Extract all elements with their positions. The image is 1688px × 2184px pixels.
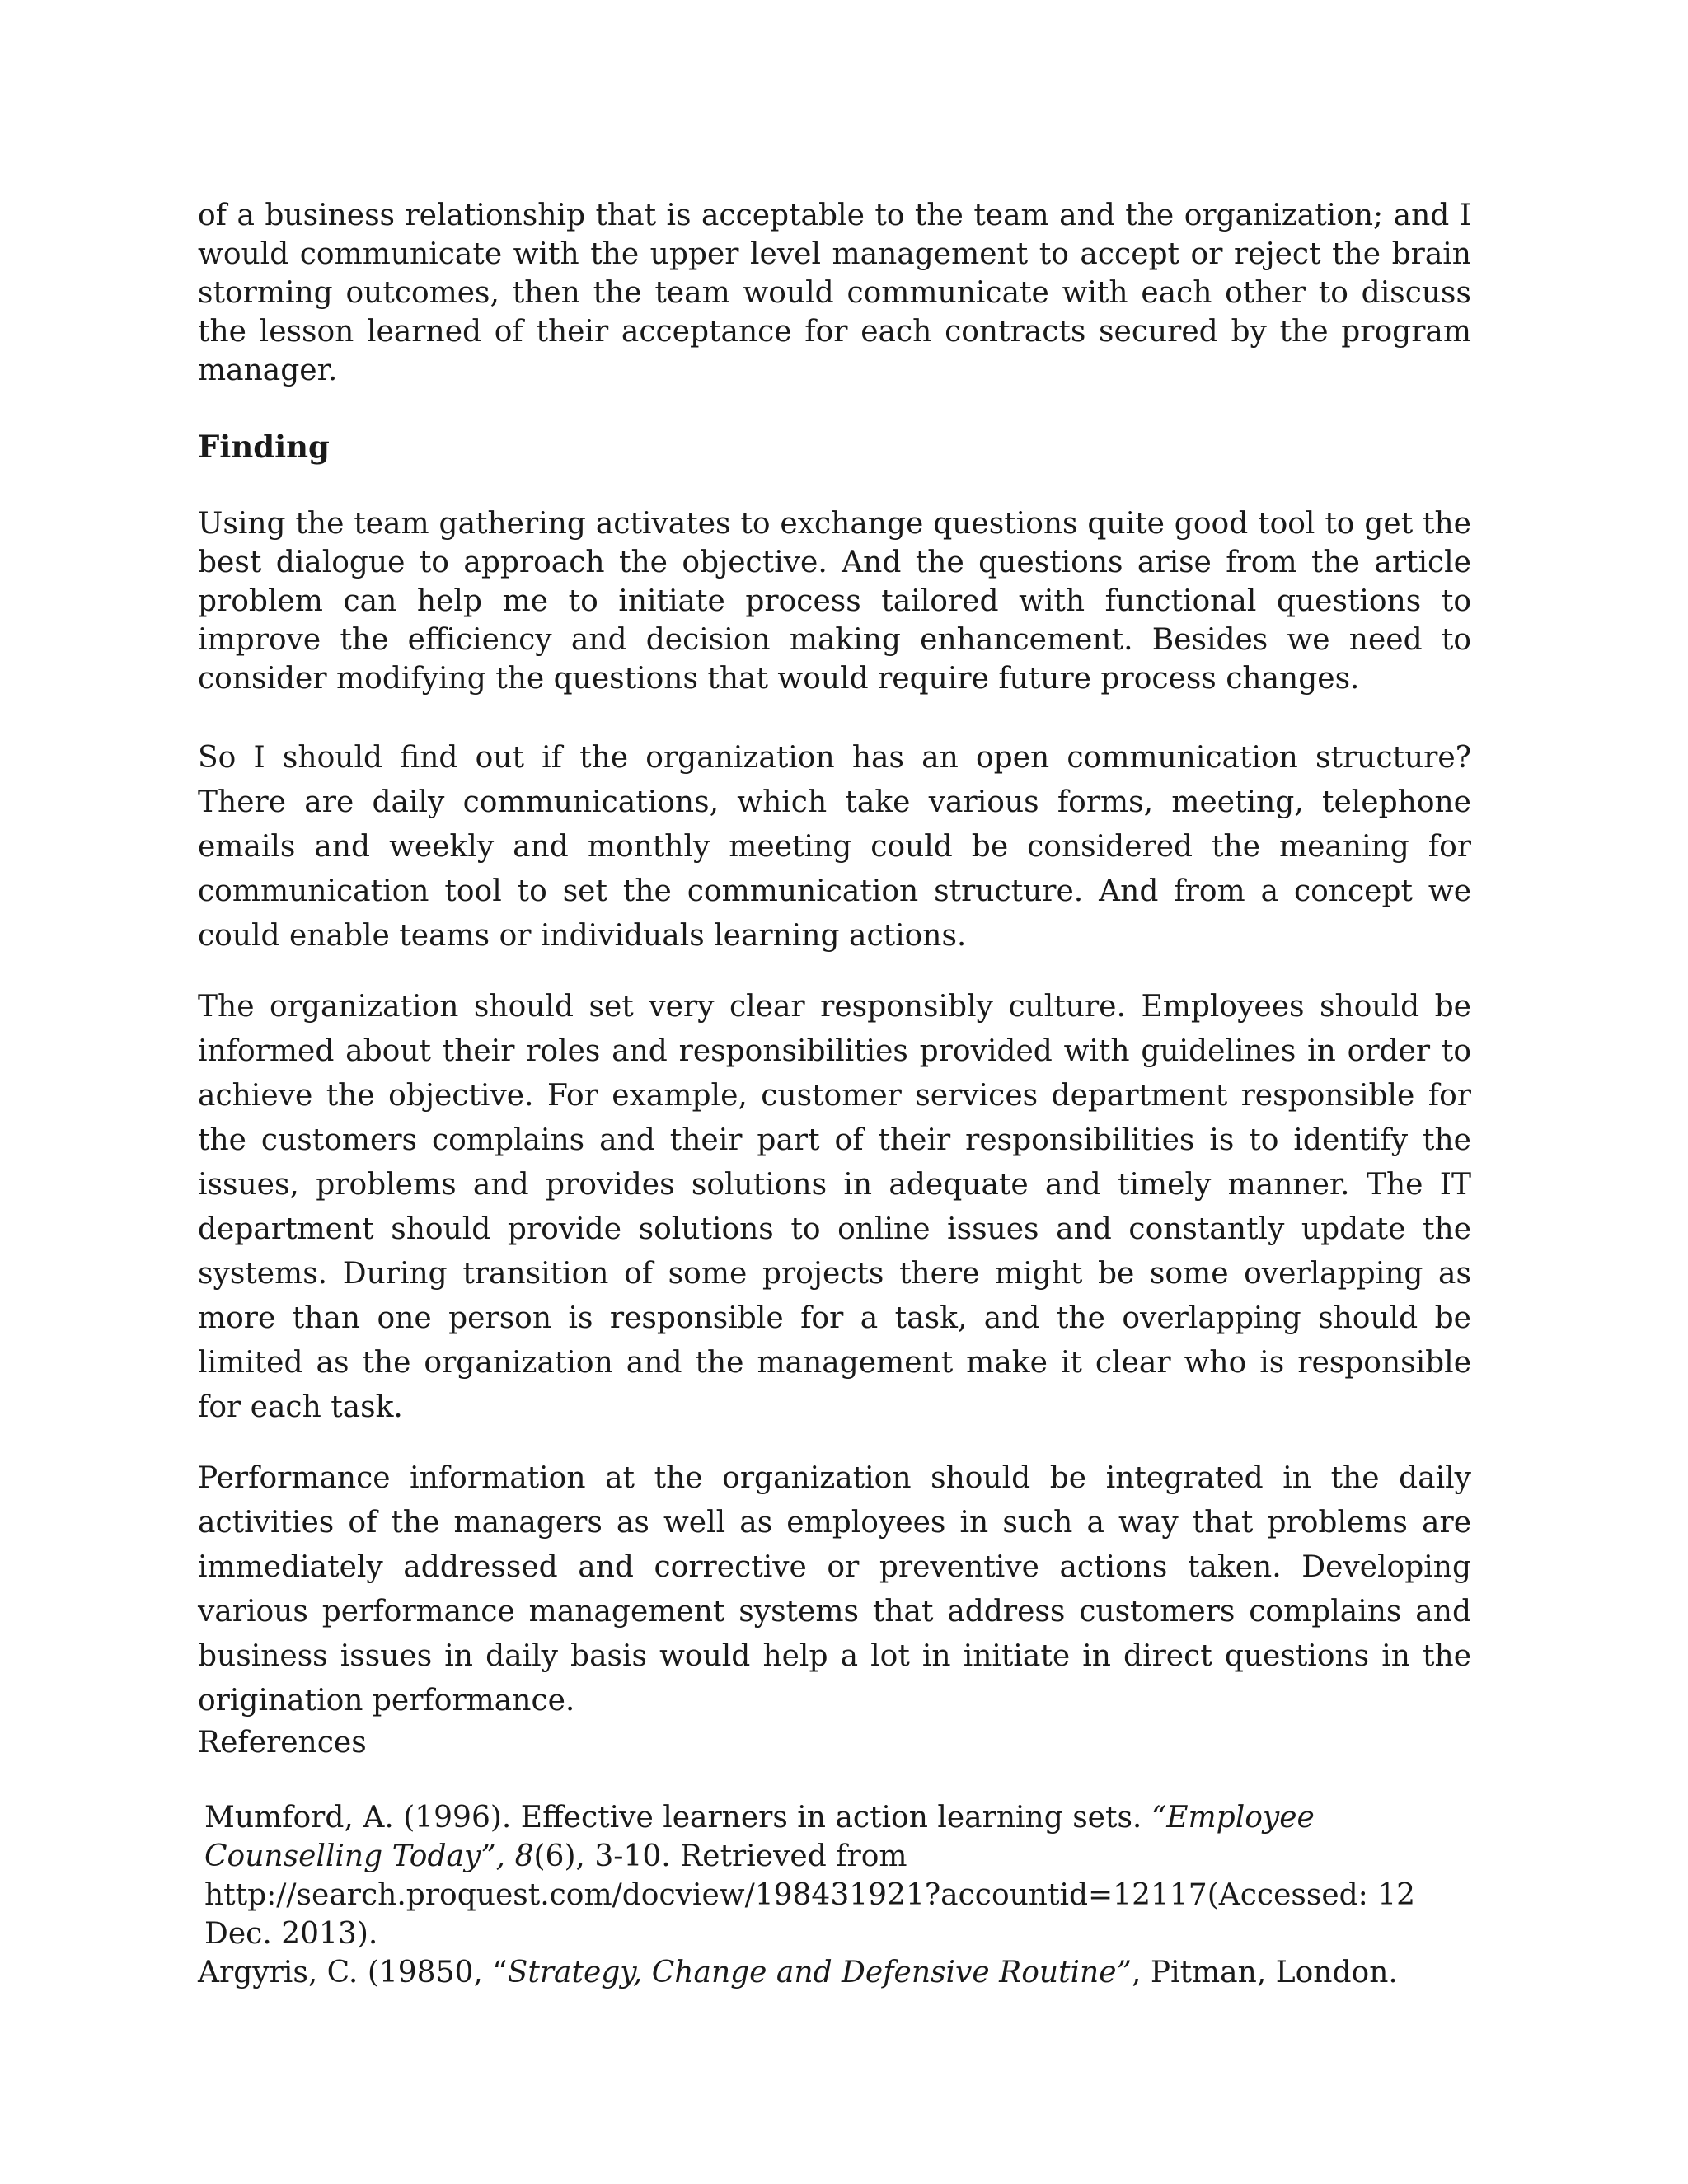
reference-list (198, 1798, 1471, 1992)
reference-argyris-tail: , Pitman, London. (1131, 1956, 1398, 1990)
paragraph-communication: So I should find out if the organization has an open communication structure? There are daily communications, which take various forms, meeting, telephone emails and weekly and monthly meeting could be considered the meaning for communication tool to set the communication structure. And from a concept we could enable teams or individuals learning actions. (198, 741, 1471, 953)
paragraph-intro: of a business relationship that is acceptable to the team and the organization; and I would communicate with the upper level management to accept or reject the brain storming outcomes, then the team would communicate with each other to discuss the lesson learned of their acceptance for each contracts secured by the program manager. (198, 199, 1471, 387)
heading-finding: Finding (198, 429, 330, 465)
paragraph-responsibility: The organization should set very clear responsibly culture. Employees should be informed about their roles and responsibilities provided with guidelines in order to achieve the objective. For example, customer services department responsible for the customers complains and their part of their responsibilities is to identify the issues, problems and provides solutions in adequate and timely manner. The IT department should provide solutions to online issues and constantly update the systems. During transition of some projects there might be some overlapping as more than one person is responsible for a task, and the overlapping should be limited as the organization and the management make it clear who is responsible for each task. (198, 990, 1471, 1424)
reference-mumford-lead: Mumford, A. (1996). Effective learners in action learning sets. (204, 1801, 1151, 1835)
reference-argyris (198, 1953, 1471, 1992)
reference-argyris-title: Strategy, Change and Defensive Routine” (507, 1956, 1132, 1990)
reference-mumford-url: http://search.proquest.com/docview/198431921?accountid=12117(Accessed: 12 Dec. 2013). (204, 1878, 1416, 1951)
reference-mumford-issue: (6), 3-10. Retrieved from (533, 1840, 907, 1873)
paragraph-finding: Using the team gathering activates to exchange questions quite good tool to get the best dialogue to approach the objective. And the questions arise from the article problem can help me to initiate process tailored with functional questions to improve the efficiency and decision making enhancement. Besides we need to consider modifying the questions that would require future process changes. (198, 507, 1471, 696)
reference-argyris-lead: Argyris, C. (19850, “ (198, 1956, 508, 1990)
reference-mumford (198, 1798, 1471, 1953)
paragraph-performance: Performance information at the organization should be integrated in the daily activities of the managers as well as employees in such a way that problems are immediately addressed and corrective or preventive actions taken. Developing various performance management systems that address customers complains and business issues in daily basis would help a lot in initiate in direct questions in the origination performance. (198, 1461, 1471, 1718)
document-body (198, 196, 1471, 1992)
reference-mumford-journal: “Employee Counselling Today”, 8 (204, 1801, 1315, 1873)
references-title: References (198, 1726, 367, 1760)
